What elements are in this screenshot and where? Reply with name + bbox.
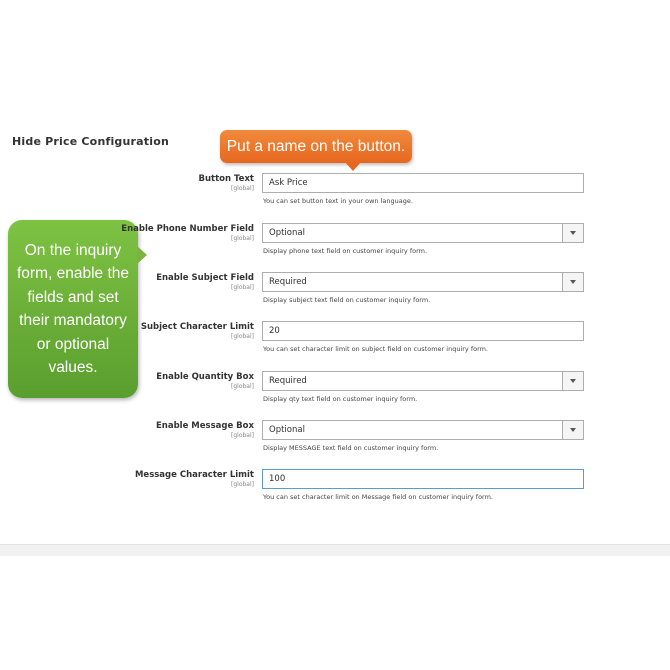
field-scope: [global]	[231, 185, 254, 192]
field-note: Display phone text field on customer inquiry form.	[263, 247, 428, 255]
field-row-subject-limit	[0, 321, 670, 365]
select-toggle[interactable]	[562, 421, 583, 439]
message-select[interactable]	[262, 420, 584, 440]
chevron-down-icon	[570, 231, 576, 235]
field-row-phone-number	[0, 223, 670, 267]
field-note: You can set character limit on subject field on customer inquiry form.	[263, 345, 489, 353]
field-scope: [global]	[231, 481, 254, 488]
field-label: Button Text	[198, 174, 254, 184]
field-note: Display subject text field on customer inquiry form.	[263, 296, 431, 304]
callout-inquiry-form: On the inquiry form, enable the fields and set their mandatory or optional values.	[8, 220, 138, 398]
select-toggle[interactable]	[562, 224, 583, 242]
field-label: Enable Subject Field	[156, 273, 254, 283]
field-scope: [global]	[231, 432, 254, 439]
callout-button-name: Put a name on the button.	[220, 130, 412, 163]
field-scope: [global]	[231, 284, 254, 291]
field-label: Enable Quantity Box	[156, 372, 254, 382]
chevron-down-icon	[570, 280, 576, 284]
field-label: Message Character Limit	[134, 470, 254, 480]
field-label: Subject Character Limit	[140, 322, 254, 332]
field-note: Display qty text field on customer inquiry form.	[263, 395, 418, 403]
chevron-down-icon	[570, 379, 576, 383]
callout-pointer	[345, 162, 361, 171]
field-label: Enable Message Box	[155, 421, 254, 431]
select-value: Required	[269, 376, 307, 386]
select-toggle[interactable]	[562, 273, 583, 291]
field-row-message-limit	[0, 469, 670, 513]
field-note: You can set character limit on Message field on customer inquiry form.	[263, 493, 493, 501]
select-toggle[interactable]	[562, 372, 583, 390]
quantity-select[interactable]	[262, 371, 584, 391]
subject-select[interactable]	[262, 272, 584, 292]
field-row-quantity	[0, 371, 670, 415]
select-value: Optional	[269, 425, 305, 435]
field-note: Display MESSAGE text field on customer inquiry form.	[263, 444, 439, 452]
section-title: Hide Price Configuration	[12, 135, 169, 148]
field-note: You can set button text in your own language.	[263, 197, 413, 205]
field-row-subject	[0, 272, 670, 316]
field-row-message	[0, 420, 670, 464]
phone-number-select[interactable]	[262, 223, 584, 243]
field-scope: [global]	[231, 235, 254, 242]
select-value: Required	[269, 277, 307, 287]
field-row-button-text	[0, 173, 670, 217]
button-text-input[interactable]: Ask Price	[262, 173, 584, 193]
chevron-down-icon	[570, 428, 576, 432]
subject-limit-input[interactable]: 20	[262, 321, 584, 341]
footer-bar	[0, 544, 670, 556]
message-limit-input[interactable]: 100	[262, 469, 584, 489]
field-label: Enable Phone Number Field	[121, 224, 254, 234]
select-value: Optional	[269, 228, 305, 238]
field-scope: [global]	[231, 383, 254, 390]
field-scope: [global]	[231, 333, 254, 340]
